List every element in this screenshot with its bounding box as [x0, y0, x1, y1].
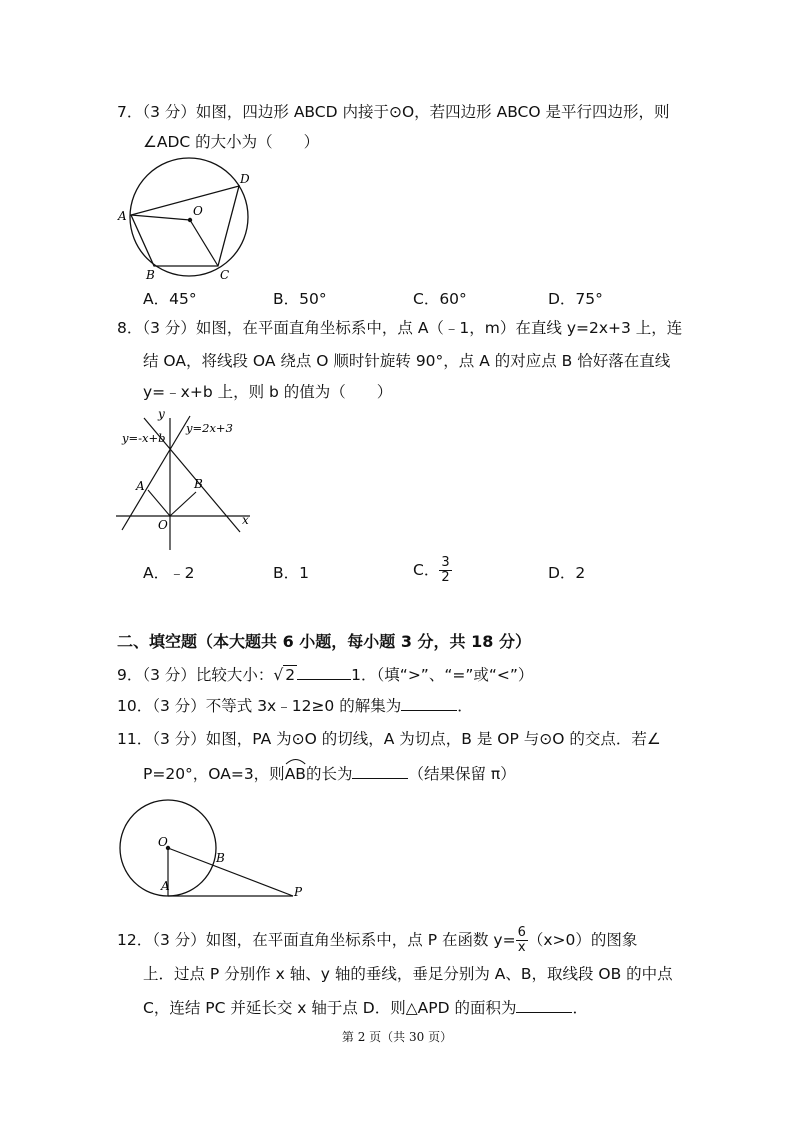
q12-fraction-denominator: x [517, 940, 526, 955]
q12-line-3 [143, 996, 588, 1019]
q10-line [117, 694, 473, 717]
q9-radicand: 2 [285, 666, 296, 684]
q11-label-b: B [216, 851, 225, 865]
q7-option-c: C．60° [413, 290, 467, 308]
q8-label-line-2: y=2x+3 [186, 421, 233, 435]
q8-option-d: D．2 [548, 564, 586, 582]
section-2-heading: 二、填空题（本大题共 6 小题，每小题 3 分，共 18 分） [117, 632, 531, 651]
q10-prefix: 10．（3 分）不等式 3x﹣12≥0 的解集为 [117, 697, 402, 715]
page-footer: 第 2 页（共 30 页） [341, 1030, 453, 1044]
q7-line-1: 7．（3 分）如图，四边形 ABCD 内接于⊙O，若四边形 ABCO 是平行四边形，则 [117, 103, 670, 121]
q12-line-1-suffix: （x>0）的图象 [527, 931, 638, 949]
q8-label-x-axis: x [242, 513, 249, 527]
q11-arc-ab [285, 763, 306, 785]
q11-label-a: A [161, 879, 170, 893]
q8-option-b: B．1 [273, 564, 309, 582]
q8-label-a: A [136, 479, 145, 493]
q7-label-a: A [118, 209, 127, 223]
q8-option-c-label: C． [413, 561, 440, 579]
q12-answer-blank[interactable] [516, 996, 572, 1013]
q8-label-b: B [194, 477, 203, 491]
q8-line-1: 8．（3 分）如图，在平面直角坐标系中，点 A（﹣1，m）在直线 y=2x+3 上，连 [117, 319, 683, 337]
q10-answer-blank[interactable] [401, 694, 457, 711]
q9-answer-blank[interactable] [297, 663, 351, 680]
q11-line-1: 11．（3 分）如图，PA 为⊙O 的切线，A 为切点，B 是 OP 与⊙O 的交点．若∠ [117, 730, 661, 748]
q12-line-3-prefix: C，连结 PC 并延长交 x 轴于点 D．则△APD 的面积为 [143, 999, 517, 1017]
q8-option-a: A．﹣2 [143, 564, 195, 582]
q7-option-a: A．45° [143, 290, 197, 308]
q11-line-2 [143, 762, 516, 785]
q10-suffix: ． [457, 697, 473, 715]
q7-option-b: B．50° [273, 290, 327, 308]
arc-symbol-icon [285, 757, 306, 765]
q9-suffix: 1．（填“>”、“=”或“<”） [351, 666, 534, 684]
q9-line [117, 663, 533, 686]
q11-label-p: P [294, 885, 303, 899]
q7-label-b: B [146, 268, 155, 282]
q12-line-2: 上．过点 P 分别作 x 轴、y 轴的垂线，垂足分别为 A、B，取线段 OB 的中点 [143, 965, 673, 983]
q9-prefix: 9．（3 分）比较大小： [117, 666, 274, 684]
q8-option-c-numerator: 3 [441, 555, 450, 570]
q11-line-2-suffix: （结果保留 π） [408, 765, 516, 783]
q11-line-2-prefix: P=20°，OA=3，则 [143, 765, 285, 783]
q8-line-2: 结 OA，将线段 OA 绕点 O 顺时针旋转 90°，点 A 的对应点 B 恰好落在直线 [143, 352, 671, 370]
q8-coordinate-figure [110, 404, 260, 554]
q8-option-c [413, 556, 452, 585]
q8-label-line-1: y=-x+b [122, 431, 166, 445]
q12-fraction-numerator: 6 [517, 925, 526, 940]
q7-label-c: C [220, 268, 230, 282]
q11-label-o: O [158, 835, 168, 849]
q8-option-c-denominator: 2 [441, 570, 450, 585]
q7-option-d: D．75° [548, 290, 603, 308]
q11-arc-label: AB [284, 765, 306, 783]
q8-line-3: y=﹣x+b 上，则 b 的值为（ ） [143, 383, 393, 401]
q8-label-o: O [158, 518, 168, 532]
q7-circle-figure [110, 155, 260, 285]
q8-option-c-fraction [439, 556, 451, 585]
q12-line-1 [117, 926, 637, 955]
q9-sqrt: √ 2 [273, 666, 296, 684]
q7-line-2: ∠ADC 的大小为（ ） [143, 133, 320, 151]
q12-line-1-prefix: 12．（3 分）如图，在平面直角坐标系中，点 P 在函数 y= [117, 931, 516, 949]
q12-fraction [516, 926, 528, 955]
q11-answer-blank[interactable] [352, 762, 408, 779]
q11-tangent-figure [110, 800, 310, 899]
q7-label-o: O [193, 204, 203, 218]
q7-label-d: D [240, 172, 250, 186]
q11-line-2-mid: 的长为 [305, 765, 353, 783]
q8-label-y-axis: y [158, 407, 165, 421]
q12-line-3-suffix: ． [572, 999, 588, 1017]
